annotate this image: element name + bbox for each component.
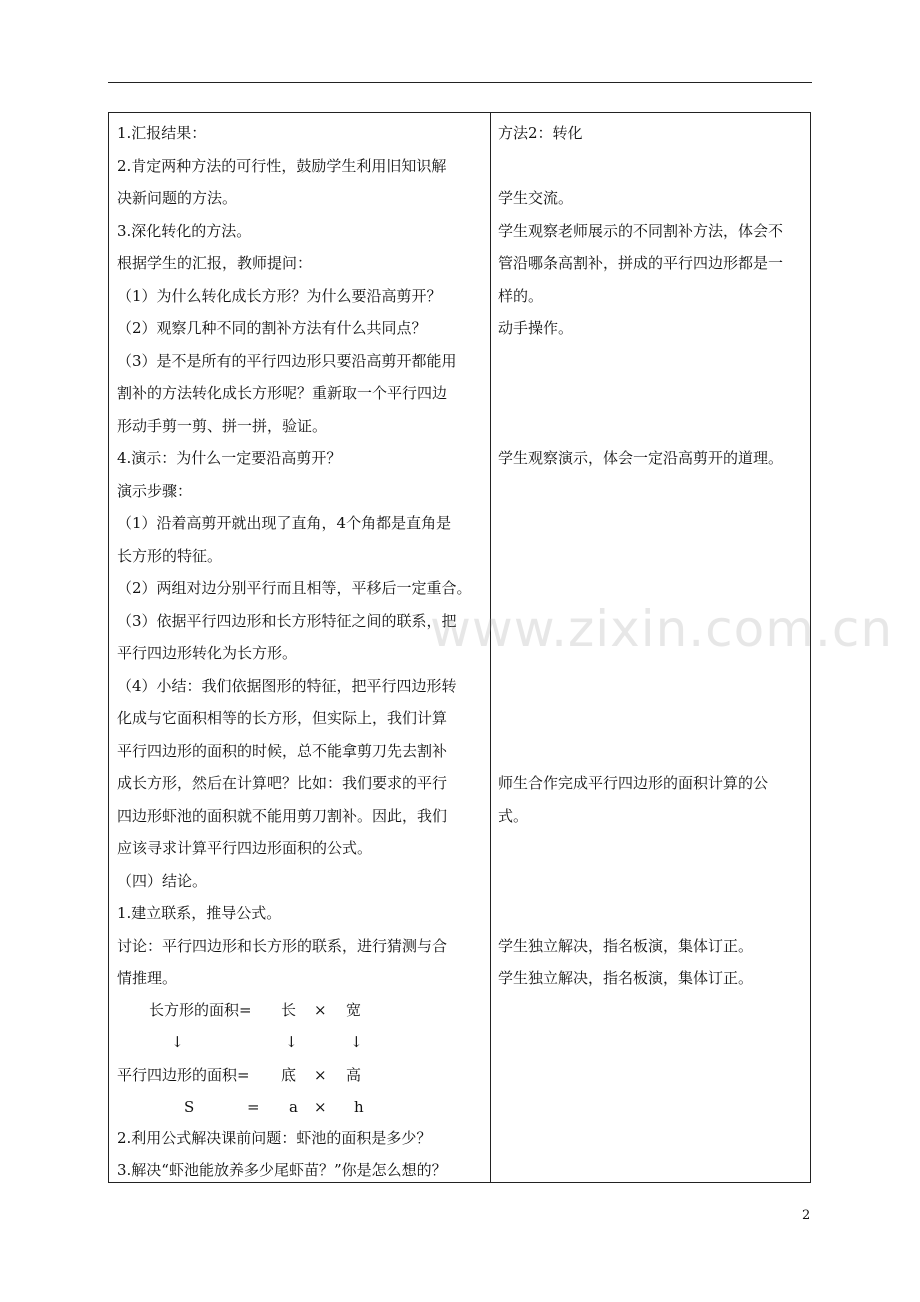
left-line: 1.汇报结果： xyxy=(117,124,207,142)
page-number: 2 xyxy=(802,1208,811,1223)
left-line: 3.解决“虾池能放养多少尾虾苗？”你是怎么想的？ xyxy=(117,1161,447,1179)
formula-symbol-times: × xyxy=(314,1098,327,1116)
watermark: www.zixin.com.cn xyxy=(430,600,894,658)
right-line: 学生交流。 xyxy=(498,189,574,207)
left-line: 四边形虾池的面积就不能用剪刀割补。因此，我们 xyxy=(117,807,448,825)
right-line: 动手操作。 xyxy=(498,319,574,337)
right-line: 学生观察演示，体会一定沿高剪开的道理。 xyxy=(498,449,784,467)
formula-symbol-eq: = xyxy=(247,1098,260,1116)
left-line: 割补的方法转化成长方形呢？重新取一个平行四边 xyxy=(117,384,448,402)
left-line: 平行四边形转化为长方形。 xyxy=(117,644,298,662)
formula-rect-label: 长方形的面积= xyxy=(149,1001,252,1019)
left-line: （1）为什么转化成长方形？为什么要沿高剪开？ xyxy=(117,287,442,305)
left-line: 演示步骤： xyxy=(117,482,193,500)
left-line: 化成与它面积相等的长方形，但实际上，我们计算 xyxy=(117,709,448,727)
left-line: 应该寻求计算平行四边形面积的公式。 xyxy=(117,839,373,857)
left-line: 平行四边形的面积的时候，总不能拿剪刀先去割补 xyxy=(117,742,448,760)
left-line: （2）观察几种不同的割补方法有什么共同点？ xyxy=(117,319,427,337)
formula-para-times: × xyxy=(314,1066,327,1084)
formula-rect-length: 长 xyxy=(281,1001,297,1019)
right-line: 样的。 xyxy=(498,287,544,305)
left-line: 情推理。 xyxy=(117,969,178,987)
right-line: 师生合作完成平行四边形的面积计算的公 xyxy=(498,774,769,792)
right-line: 学生独立解决，指名板演，集体订正。 xyxy=(498,969,754,987)
left-line: （3）是不是所有的平行四边形只要沿高剪开都能用 xyxy=(117,352,457,370)
left-line: （3）依据平行四边形和长方形特征之间的联系，把 xyxy=(117,612,457,630)
formula-symbol-h: h xyxy=(354,1098,364,1116)
left-line: 讨论：平行四边形和长方形的联系，进行猜测与合 xyxy=(117,937,448,955)
right-line: 方法2：转化 xyxy=(498,124,583,142)
down-arrow-icon: ↓ xyxy=(350,1033,363,1051)
formula-rect-times: × xyxy=(314,1001,327,1019)
formula-rect-width: 宽 xyxy=(346,1001,362,1019)
left-line: 长方形的特征。 xyxy=(117,547,223,565)
down-arrow-icon: ↓ xyxy=(285,1033,298,1051)
left-line: （四）结论。 xyxy=(117,872,208,890)
right-line: 管沿哪条高割补，拼成的平行四边形都是一 xyxy=(498,254,784,272)
left-line: （1）沿着高剪开就出现了直角，4个角都是直角是 xyxy=(117,514,452,532)
left-line: 决新问题的方法。 xyxy=(117,189,238,207)
left-line: 成长方形，然后在计算吧？比如：我们要求的平行 xyxy=(117,774,448,792)
left-line: 1.建立联系，推导公式。 xyxy=(117,904,282,922)
right-line: 学生独立解决，指名板演，集体订正。 xyxy=(498,937,754,955)
left-line: （4）小结：我们依据图形的特征，把平行四边形转 xyxy=(117,677,457,695)
header-rule xyxy=(108,82,812,83)
down-arrow-icon: ↓ xyxy=(171,1033,184,1051)
left-line: 2.利用公式解决课前问题：虾池的面积是多少？ xyxy=(117,1129,432,1147)
left-line: 4.演示：为什么一定要沿高剪开？ xyxy=(117,449,342,467)
right-line: 式。 xyxy=(498,807,529,825)
formula-para-label: 平行四边形的面积= xyxy=(117,1066,250,1084)
formula-para-height: 高 xyxy=(346,1066,362,1084)
formula-symbol-a: a xyxy=(289,1098,298,1116)
left-line: 根据学生的汇报，教师提问： xyxy=(117,254,313,272)
right-line: 学生观察老师展示的不同割补方法，体会不 xyxy=(498,222,784,240)
formula-para-base: 底 xyxy=(281,1066,297,1084)
left-line: 形动手剪一剪、拼一拼，验证。 xyxy=(117,417,328,435)
formula-symbol-s: S xyxy=(184,1098,195,1116)
left-line: （2）两组对边分别平行而且相等，平移后一定重合。 xyxy=(117,579,472,597)
left-line: 3.深化转化的方法。 xyxy=(117,222,252,240)
left-line: 2.肯定两种方法的可行性，鼓励学生利用旧知识解 xyxy=(117,157,447,175)
